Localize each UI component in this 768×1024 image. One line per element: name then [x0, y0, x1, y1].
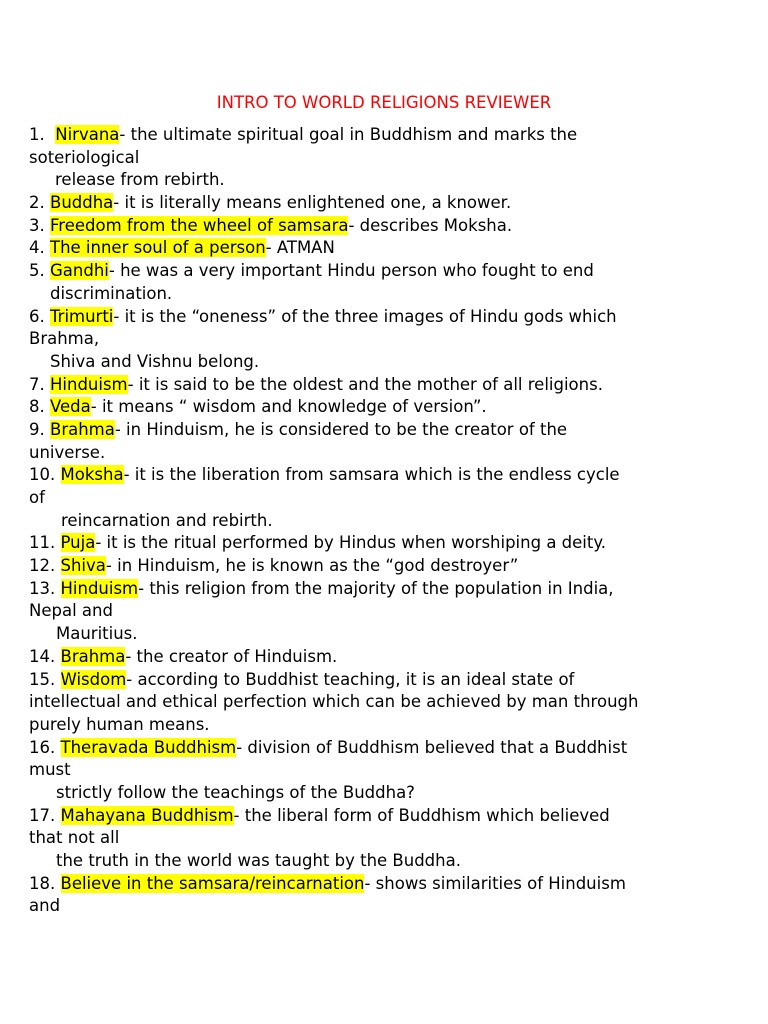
highlighted-term: The inner soul of a person: [50, 238, 266, 258]
item-number: 5.: [29, 261, 45, 281]
highlighted-term: Puja: [60, 533, 96, 553]
list-item-17: [29, 805, 729, 828]
item-continuation: must: [29, 760, 71, 780]
item-continuation: Mauritius.: [56, 624, 138, 644]
list-item-16: [29, 737, 729, 760]
item-definition: - ATMAN: [265, 238, 335, 258]
highlighted-term: Buddha: [50, 193, 114, 213]
item-number: 1.: [29, 125, 45, 144]
item-definition: - this religion from the majority of the population in India,: [138, 578, 614, 598]
highlighted-term: Brahma: [50, 419, 115, 439]
highlighted-term: Trimurti: [50, 306, 114, 326]
item-definition: - he was a very important Hindu person who fought to end: [108, 261, 594, 281]
item-number: 18.: [29, 873, 56, 893]
item-definition: - in Hinduism, he is known as the “god destroyer”: [105, 556, 519, 576]
item-continuation: of: [29, 488, 45, 507]
highlighted-term: Hinduism: [50, 374, 128, 394]
list-item-7: [29, 374, 729, 397]
item-continuation: Nepal and: [29, 601, 113, 621]
highlighted-term: Brahma: [60, 646, 126, 666]
item-continuation: soteriological: [29, 147, 140, 167]
item-definition: - it is literally means enlightened one, a knower.: [113, 193, 512, 213]
highlighted-term: Wisdom: [60, 669, 127, 689]
item-number: 15.: [29, 669, 56, 689]
highlighted-term: Believe in the samsara/reincarnation: [60, 873, 365, 893]
list-item-14: [29, 646, 729, 669]
item-continuation: that not all: [29, 828, 120, 848]
list-item-10: [29, 464, 729, 487]
list-item-9: [29, 419, 729, 442]
list-item-12: [29, 555, 729, 578]
highlighted-term: Moksha: [60, 465, 124, 485]
list-item-13: [29, 578, 729, 601]
item-definition: - it is the ritual performed by Hindus when worshiping a deity.: [95, 533, 607, 553]
highlighted-term: Nirvana: [55, 125, 120, 144]
item-number: 4.: [29, 238, 45, 258]
list-item-15: [29, 669, 729, 692]
item-definition: - describes Moksha.: [348, 215, 513, 235]
item-number: 11.: [29, 533, 56, 553]
item-continuation: discrimination.: [50, 283, 173, 303]
item-continuation: universe.: [29, 442, 106, 462]
list-item-2: [29, 192, 729, 215]
highlighted-term: Gandhi: [50, 261, 109, 281]
item-continuation: reincarnation and rebirth.: [61, 510, 273, 530]
highlighted-term: Mahayana Buddhism: [60, 805, 234, 825]
highlighted-term: Shiva: [60, 556, 106, 576]
item-number: 9.: [29, 419, 45, 439]
item-number: 2.: [29, 193, 45, 213]
list-item-1: [29, 124, 729, 147]
item-definition: - division of Buddhism believed that a Buddhist: [236, 737, 628, 757]
item-number: 7.: [29, 374, 45, 394]
list-item-5: [29, 260, 729, 283]
item-definition: - the creator of Hinduism.: [125, 646, 338, 666]
list-item-6: [29, 306, 729, 329]
highlighted-term: Freedom from the wheel of samsara: [50, 215, 349, 235]
list-item-18: [29, 873, 729, 896]
highlighted-term: Veda: [50, 397, 91, 417]
item-definition: - it means “ wisdom and knowledge of version”.: [90, 397, 487, 417]
item-definition: - it is the liberation from samsara which is the endless cycle: [123, 465, 620, 485]
list-item-11: [29, 532, 729, 555]
item-number: 14.: [29, 646, 56, 666]
item-continuation: Brahma,: [29, 329, 100, 349]
item-continuation: and: [29, 896, 61, 916]
document-title: INTRO TO WORLD RELIGIONS REVIEWER: [216, 93, 552, 112]
item-number: 3.: [29, 215, 45, 235]
item-number: 10.: [29, 465, 56, 485]
item-number: 17.: [29, 805, 56, 825]
item-definition: - it is the “oneness” of the three images of Hindu gods which: [113, 306, 617, 326]
item-definition: - in Hinduism, he is considered to be the creator of the: [114, 419, 568, 439]
item-number: 6.: [29, 306, 45, 326]
item-continuation: strictly follow the teachings of the Buddha?: [56, 782, 415, 802]
list-item-8: [29, 396, 729, 419]
item-continuation: the truth in the world was taught by the Buddha.: [56, 851, 461, 870]
item-definition: - shows similarities of Hinduism: [364, 873, 626, 893]
item-number: 13.: [29, 578, 56, 598]
list-item-3: [29, 215, 729, 238]
item-number: 8.: [29, 397, 45, 417]
item-number: 12.: [29, 556, 56, 576]
item-continuation: intellectual and ethical perfection which can be achieved by man through: [29, 692, 639, 712]
item-continuation: Shiva and Vishnu belong.: [50, 351, 260, 371]
item-definition: - according to Buddhist teaching, it is an ideal state of: [126, 669, 575, 689]
highlighted-term: Hinduism: [60, 578, 139, 598]
reviewer-list: [29, 124, 729, 918]
item-continuation: release from rebirth.: [55, 170, 225, 190]
item-number: 16.: [29, 737, 56, 757]
item-definition: - the ultimate spiritual goal in Buddhism and marks the: [119, 125, 578, 144]
item-continuation: purely human means.: [29, 714, 210, 734]
item-definition: - the liberal form of Buddhism which believed: [233, 805, 610, 825]
list-item-4: [29, 237, 729, 260]
highlighted-term: Theravada Buddhism: [60, 737, 237, 757]
item-definition: - it is said to be the oldest and the mother of all religions.: [127, 374, 603, 394]
